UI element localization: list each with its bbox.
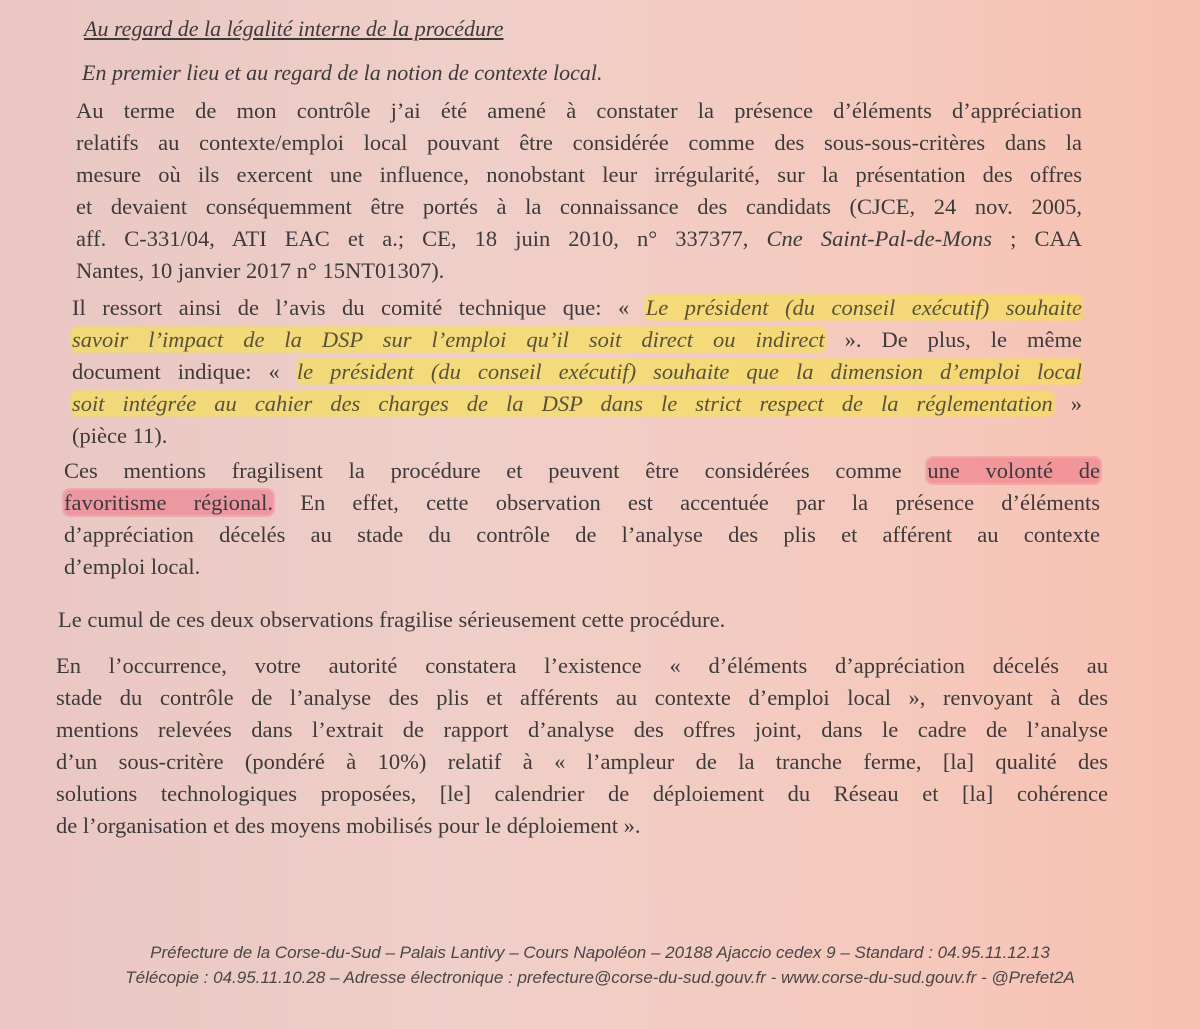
line-text: Ces mentions fragilisent la procédure et peuvent être considérées comme bbox=[64, 458, 928, 483]
pink-highlight: favoritisme régional. bbox=[64, 490, 274, 515]
yellow-highlight: le président (du conseil exécutif) souhaite que la dimension d’emploi local bbox=[296, 359, 1083, 384]
pink-highlight: une volonté de bbox=[927, 458, 1100, 483]
paragraph-favoritisme bbox=[64, 455, 1100, 583]
section-subheading: En premier lieu et au regard de la notion de contexte local. bbox=[82, 60, 603, 85]
paragraph-line: Le cumul de ces deux observations fragilise sérieusement cette procédure. bbox=[58, 607, 726, 632]
paragraph-line: d’emploi local. bbox=[64, 554, 201, 579]
paragraph-line: d’appréciation décelés au stade du contrôle de l’analyse des plis et afférent au contexte bbox=[64, 522, 1100, 547]
paragraph-line bbox=[76, 223, 1082, 255]
paragraph-line: Nantes, 10 janvier 2017 n° 15NT01307). bbox=[76, 258, 445, 283]
paragraph-line: solutions technologiques proposées, [le] calendrier de déploiement du Réseau et [la] cohérence bbox=[56, 781, 1108, 806]
footer-contact: Télécopie : 04.95.11.10.28 – Adresse électronique : prefecture@corse-du-sud.gouv.fr - www.corse-du-sud.gouv.fr - @Prefet2A bbox=[125, 968, 1075, 987]
yellow-highlight: Le président (du conseil exécutif) souhaite bbox=[645, 295, 1082, 320]
paragraph-line: En l’occurrence, votre autorité constatera l’existence « d’éléments d’appréciation décelés au bbox=[56, 653, 1108, 678]
paragraph-comite-technique bbox=[72, 292, 1082, 452]
line-text: En effet, cette observation est accentuée par la présence d’éléments bbox=[273, 490, 1100, 515]
line-text: » bbox=[1052, 391, 1082, 416]
yellow-highlight: savoir l’impact de la DSP sur l’emploi qu’il soit direct ou indirect bbox=[72, 327, 825, 352]
paragraph-line bbox=[72, 356, 1082, 388]
paragraph-line bbox=[64, 487, 1100, 519]
paragraph-line: Au terme de mon contrôle j’ai été amené à constater la présence d’éléments d’appréciation bbox=[76, 98, 1082, 123]
paragraph-line bbox=[72, 324, 1082, 356]
paragraph-line: de l’organisation et des moyens mobilisés pour le déploiement ». bbox=[56, 813, 641, 838]
paragraph-line: (pièce 11). bbox=[72, 423, 168, 448]
yellow-highlight: soit intégrée au cahier des charges de la DSP dans le strict respect de la réglementation bbox=[72, 391, 1053, 416]
line-text: ; CAA bbox=[992, 226, 1082, 251]
line-text: document indique: « bbox=[72, 359, 297, 384]
paragraph-occurrence bbox=[56, 650, 1108, 842]
line-text: ». De plus, le même bbox=[824, 327, 1082, 352]
paragraph-context-local bbox=[76, 95, 1082, 287]
paragraph-line: et devaient conséquemment être portés à la connaissance des candidats (CJCE, 24 nov. 2005, bbox=[76, 194, 1082, 219]
paragraph-line: mesure où ils exercent une influence, nonobstant leur irrégularité, sur la présentation des offres bbox=[76, 162, 1082, 187]
section-heading: Au regard de la légalité interne de la procédure bbox=[84, 16, 504, 41]
footer-address: Préfecture de la Corse-du-Sud – Palais Lantivy – Cours Napoléon – 20188 Ajaccio cedex 9 – Standard : 04.95.11.12.13 bbox=[150, 943, 1050, 962]
paragraph-line bbox=[72, 292, 1082, 324]
paragraph-line bbox=[72, 388, 1082, 420]
case-name-italic: Cne Saint-Pal-de-Mons bbox=[766, 226, 993, 251]
line-text: aff. C-331/04, ATI EAC et a.; CE, 18 juin 2010, n° 337377, bbox=[76, 226, 767, 251]
paragraph-line: mentions relevées dans l’extrait de rapport d’analyse des offres joint, dans le cadre de l’analyse bbox=[56, 717, 1108, 742]
paragraph-line: stade du contrôle de l’analyse des plis et afférents au contexte d’emploi local », renvoyant à des bbox=[56, 685, 1108, 710]
paragraph-line: d’un sous-critère (pondéré à 10%) relatif à « l’ampleur de la tranche ferme, [la] qualité des bbox=[56, 749, 1108, 774]
paragraph-line bbox=[64, 455, 1100, 487]
paragraph-cumul bbox=[58, 604, 918, 636]
paragraph-line: relatifs au contexte/emploi local pouvant être considérée comme des sous-sous-critères dans la bbox=[76, 130, 1082, 155]
line-text: Il ressort ainsi de l’avis du comité technique que: « bbox=[72, 295, 646, 320]
